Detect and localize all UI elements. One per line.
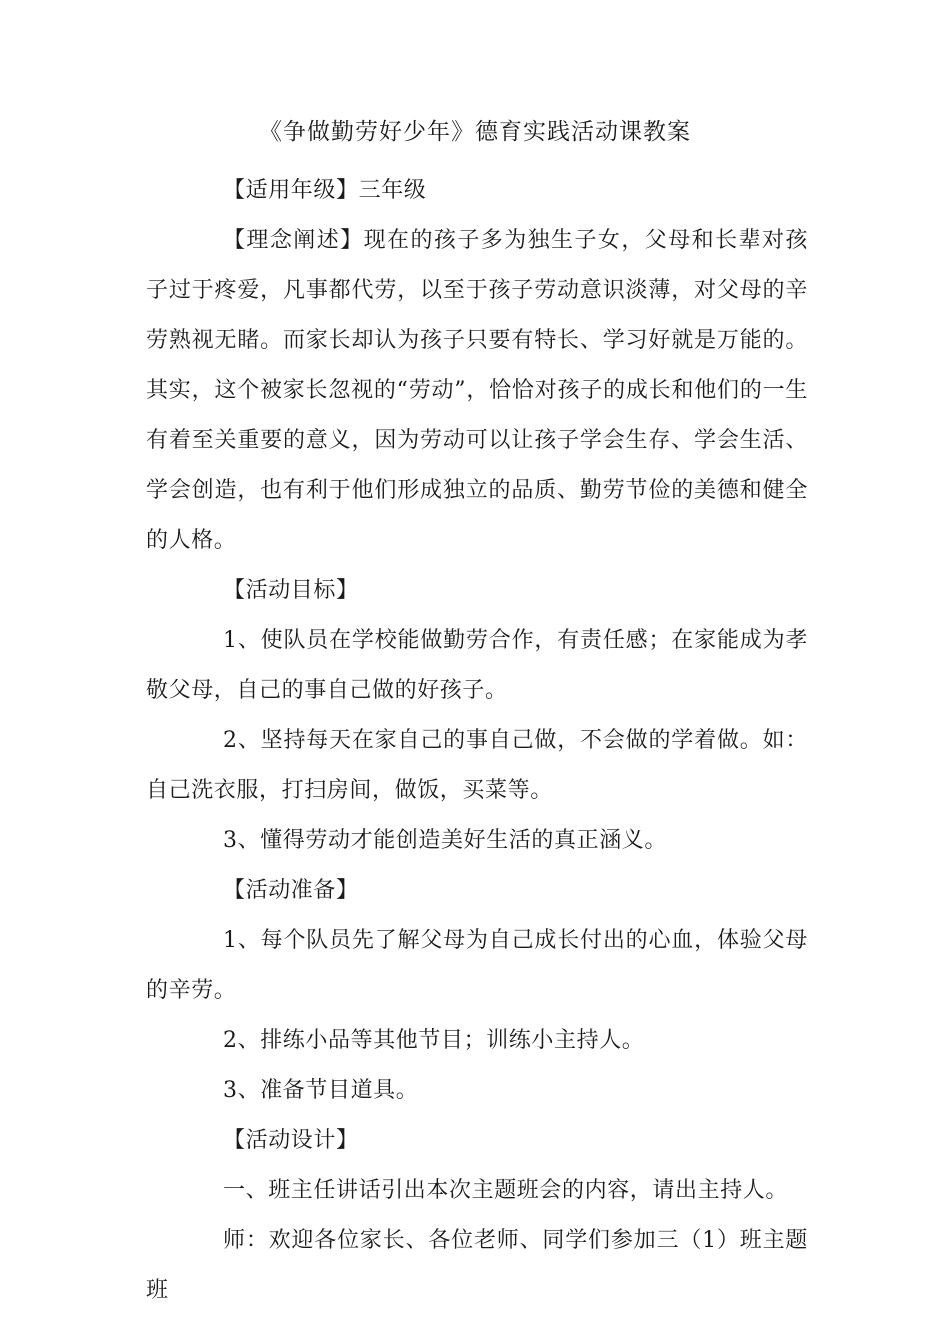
goal-item-2: 2、坚持每天在家自己的事自己做，不会做的学着做。如：自己洗衣服，打扫房间，做饭，买菜等。	[146, 728, 808, 803]
document-body	[146, 166, 808, 1316]
document-title: 《争做勤劳好少年》德育实践活动课教案	[259, 119, 691, 145]
grade-paragraph: 【适用年级】三年级	[223, 178, 427, 203]
preparation-item-1: 1、每个队员先了解父母为自己成长付出的心血，体验父母的辛劳。	[146, 928, 808, 1003]
teacher-speech: 师：欢迎各位家长、各位老师、同学们参加三（1）班主题班	[146, 1228, 808, 1303]
concept-paragraph: 【理念阐述】现在的孩子多为独生子女，父母和长辈对孩子过于疼爱，凡事都代劳，以至于孩子劳动意识淡薄，对父母的辛劳熟视无睹。而家长却认为孩子只要有特长、学习好就是万能的。其实，这个被家长忽视的“劳动”，恰恰对孩子的成长和他们的一生有着至关重要的意义，因为劳动可以让孩子学会生存、学会生活、学会创造，也有利于他们形成独立的品质、勤劳节俭的美德和健全的人格。	[146, 228, 808, 553]
preparation-item-2: 2、排练小品等其他节目；训练小主持人。	[223, 1028, 645, 1053]
goals-heading: 【活动目标】	[223, 578, 359, 603]
preparation-item-3: 3、准备节目道具。	[223, 1078, 419, 1103]
design-step-1: 一、班主任讲话引出本次主题班会的内容，请出主持人。	[223, 1178, 789, 1203]
preparation-heading: 【活动准备】	[223, 878, 359, 903]
design-heading: 【活动设计】	[223, 1128, 359, 1153]
goal-item-3: 3、懂得劳动才能创造美好生活的真正涵义。	[223, 828, 667, 853]
goal-item-1: 1、使队员在学校能做勤劳合作，有责任感；在家能成为孝敬父母，自己的事自己做的好孩子。	[146, 628, 808, 703]
